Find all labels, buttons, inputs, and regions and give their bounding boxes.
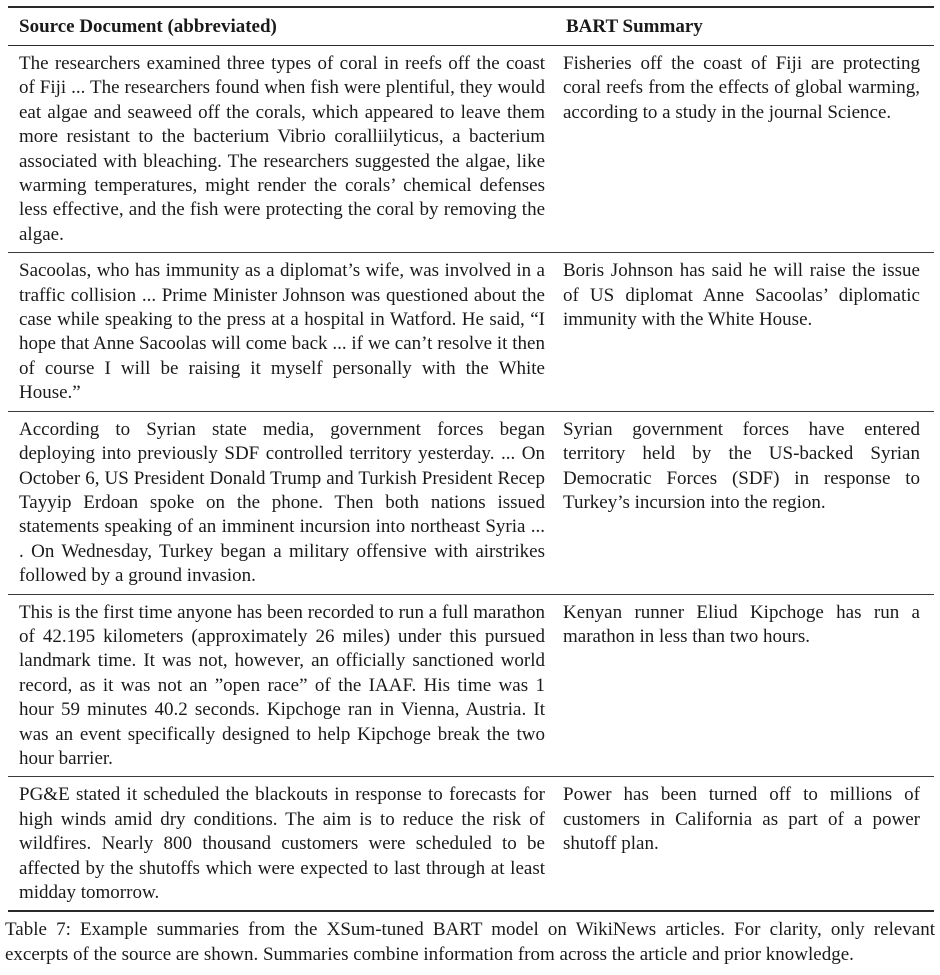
table-header <box>8 7 934 46</box>
summary-examples-table <box>8 6 934 912</box>
summary-examples-table-container <box>8 6 934 912</box>
summary-cell: Power has been turned off to millions of customers in California as part of a power shutoff plan. <box>563 784 920 855</box>
summary-cell: Syrian government forces have entered territory held by the US-backed Syrian Democratic Forces (SDF) in response to Turkey’s incursion into the region. <box>563 418 920 513</box>
summary-cell: Fisheries off the coast of Fiji are protecting coral reefs from the effects of global warming, according to a study in the journal Science. <box>563 53 920 123</box>
header-row <box>8 7 934 46</box>
source-cell: Sacoolas, who has immunity as a diplomat’s wife, was involved in a traffic collision ... Prime Minister Johnson was questioned about the case while speaking to the press at a hospital in Watford. He said, “I hope that Anne Sacoolas will come back ... if we can’t resolve it then of course I will be raising it myself personally with the White House.” <box>19 260 545 404</box>
header-source-document: Source Document (abbreviated) <box>19 16 277 37</box>
table-row-syria <box>8 411 934 594</box>
table-caption: Table 7: Example summaries from the XSum-tuned BART model on WikiNews articles. For clarity, only relevant excerpts of the source are shown. Summaries combine information from across the article and prior knowledge. <box>5 919 935 965</box>
table-row-pge <box>8 777 934 912</box>
table-row-kipchoge <box>8 594 934 777</box>
summary-cell: Kenyan runner Eliud Kipchoge has run a marathon in less than two hours. <box>563 601 920 647</box>
source-cell: PG&E stated it scheduled the blackouts in response to forecasts for high winds amid dry conditions. The aim is to reduce the risk of wildfires. Nearly 800 thousand customers were scheduled to be affected by the shutoffs which were expected to last through at least midday tomorrow. <box>19 784 545 903</box>
table-row-coral <box>8 46 934 253</box>
summary-cell: Boris Johnson has said he will raise the issue of US diplomat Anne Sacoolas’ diplomatic immunity with the White House. <box>563 260 920 331</box>
source-cell: According to Syrian state media, government forces began deploying into previously SDF controlled territory yesterday. ... On October 6, US President Donald Trump and Turkish President Recep Tayyip Erdoan spoke on the phone. Then both nations issued statements speaking of an imminent incursion into northeast Syria ... . On Wednesday, Turkey began a military offensive with airstrikes followed by a ground invasion. <box>19 418 545 587</box>
table-row-sacoolas <box>8 253 934 411</box>
table-body <box>8 46 934 912</box>
header-bart-summary: BART Summary <box>566 16 703 37</box>
source-cell: The researchers examined three types of coral in reefs off the coast of Fiji ... The researchers found when fish were plentiful, they would eat algae and seaweed off the corals, which appeared to leave them more resistant to the bacterium Vibrio coralliilyticus, a bacterium associated with bleaching. The researchers suggested the algae, like warming temperatures, might render the corals’ chemical defenses less effective, and the fish were protecting the coral by removing the algae. <box>19 53 545 245</box>
source-cell: This is the first time anyone has been recorded to run a full marathon of 42.195 kilometers (approximately 26 miles) under this pursued landmark time. It was not, however, an officially sanctioned world record, as it was not an ”open race” of the IAAF. His time was 1 hour 59 minutes 40.2 seconds. Kipchoge ran in Vienna, Austria. It was an event specifically designed to help Kipchoge break the two hour barrier. <box>19 601 545 769</box>
